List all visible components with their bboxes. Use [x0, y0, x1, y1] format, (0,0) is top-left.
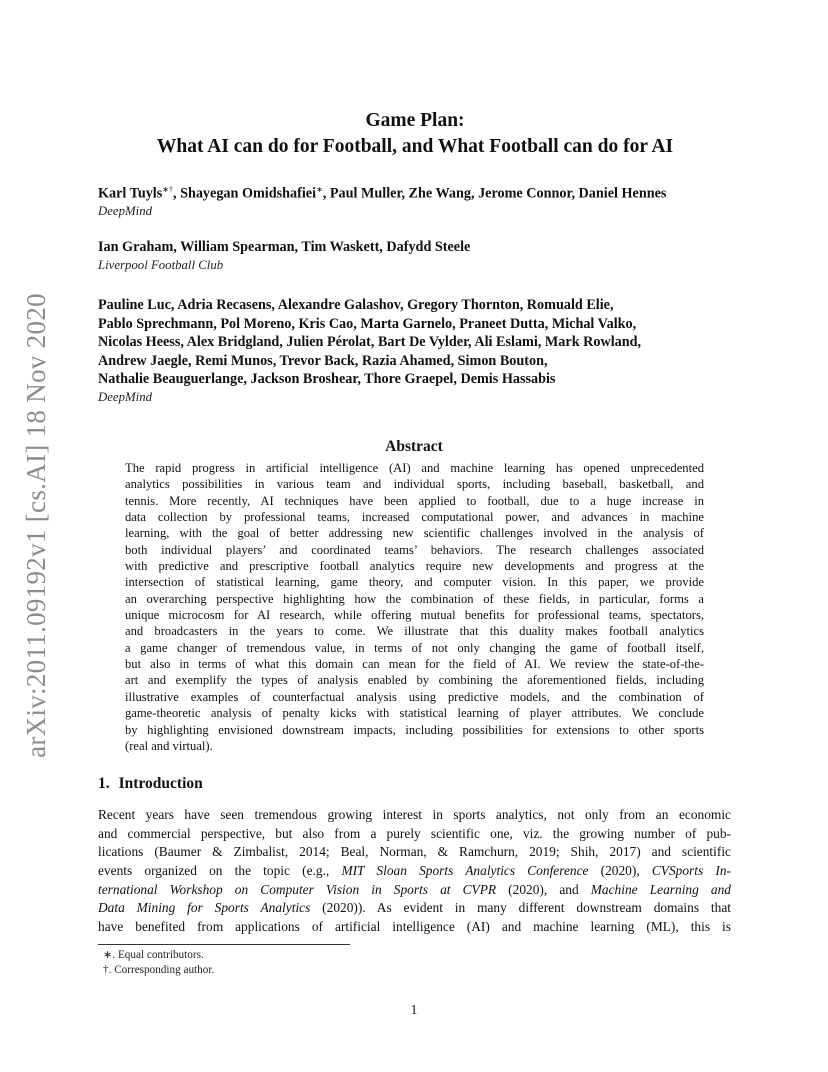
- abstract-line: data collection by professional teams, increased computational power, and advances in machine: [125, 510, 704, 525]
- abstract-line: intersection of statistical learning, game theory, and computer vision. In this paper, we provide: [125, 575, 704, 590]
- abstract-line: unique microcosm for AI research, while offering mutual benefits for professional teams, spectators,: [125, 608, 704, 623]
- abstract-line: game-theoretic analysis of penalty kicks with statistical learning of player attributes. We conclude: [125, 706, 704, 721]
- author-names-line: Andrew Jaegle, Remi Munos, Trevor Back, Razia Ahamed, Simon Bouton,: [98, 352, 548, 369]
- abstract-line: a game changer of tremendous value, in terms of not only changing the game of football itself,: [125, 640, 704, 655]
- footnotes: [103, 948, 214, 978]
- author-name: Karl Tuyls: [98, 185, 163, 202]
- intro-line: lications (Baumer & Zimbalist, 2014; Beal, Norman, & Ramchurn, 2019; Shih, 2017) and scientific: [98, 844, 731, 860]
- affiliation: DeepMind: [98, 204, 153, 219]
- author-name: , Shayegan Omidshafiei: [172, 185, 317, 202]
- affiliation: Liverpool Football Club: [98, 257, 224, 272]
- footnote: †. Corresponding author.: [103, 964, 215, 976]
- abstract-line: analytics possibilities in various team and individual sports, including baseball, basketball, and: [125, 477, 704, 492]
- intro-line: [98, 899, 731, 918]
- author-group-1: [98, 181, 768, 220]
- section-number: 1.: [98, 775, 110, 792]
- intro-line: [98, 881, 731, 900]
- section-heading: [98, 775, 203, 793]
- author-names: Ian Graham, William Spearman, Tim Waskett, Dafydd Steele: [98, 239, 471, 255]
- intro-line: [98, 862, 731, 881]
- intro-text: (2020)). As evident in many different downstream domains that: [310, 900, 731, 916]
- abstract-line: art and exemplify the types of analysis enabled by combining the aforementioned fields, including: [125, 673, 704, 688]
- intro-italic: MIT Sloan Sports Analytics Conference: [341, 862, 589, 878]
- author-names-rest: , Paul Muller, Zhe Wang, Jerome Connor, Daniel Hennes: [322, 185, 667, 202]
- abstract-line: learning, with the goal of better addressing new scientific challenges involved in the analysis of: [125, 526, 704, 541]
- intro-italic: Machine Learning and: [590, 881, 731, 897]
- footnote-rule: [98, 944, 350, 945]
- abstract-line: (real and virtual).: [125, 738, 213, 753]
- title-line-2: What AI can do for Football, and What Football can do for AI: [156, 136, 674, 157]
- intro-paragraph: [98, 806, 731, 936]
- abstract-heading: Abstract: [385, 438, 443, 455]
- intro-line: and commercial perspective, but also from a purely scientific one, viz. the growing number of pub-: [98, 825, 731, 841]
- intro-line: have benefited from applications of artificial intelligence (AI) and machine learning (ML), this is: [98, 918, 731, 934]
- intro-text: events organized on the topic (e.g.,: [98, 862, 342, 878]
- author-names: [98, 181, 768, 203]
- section-title: Introduction: [118, 775, 203, 792]
- intro-italic: Data Mining for Sports Analytics: [98, 900, 311, 916]
- abstract-line: with predictive and prescriptive football analytics require new developments and progress at the: [125, 559, 704, 574]
- abstract-line: and broadcasters in the years to come. We illustrate that this duality makes football analytics: [125, 624, 704, 639]
- author-marker: ∗†: [162, 185, 173, 194]
- abstract-line: illustrative examples of counterfactual analysis using predictive models, and the combination of: [125, 689, 704, 704]
- footnote: ∗. Equal contributors.: [103, 949, 204, 961]
- intro-line: Recent years have seen tremendous growing interest in sports analytics, not only from an economic: [98, 807, 731, 822]
- author-marker: ∗: [316, 185, 323, 194]
- arxiv-stamp: [6, 290, 66, 760]
- abstract-line: by highlighting envisioned downstream impacts, including possibilities for extensions to other sports: [125, 722, 704, 737]
- intro-text: (2020),: [588, 862, 652, 878]
- affiliation: DeepMind: [98, 389, 153, 404]
- arxiv-stamp-text: arXiv:2011.09192v1 [cs.AI] 18 Nov 2020: [20, 292, 51, 758]
- page-number: 1: [410, 1002, 418, 1017]
- abstract-body: [125, 460, 704, 754]
- abstract-line: The rapid progress in artificial intelligence (AI) and machine learning has opened unprecedented: [125, 461, 704, 475]
- author-names-line: Nathalie Beauguerlange, Jackson Broshear, Thore Graepel, Demis Hassabis: [98, 371, 556, 388]
- intro-italic: ternational Workshop on Computer Vision in Sports at CVPR: [98, 881, 497, 897]
- abstract-line: both individual players’ and coordinated teams’ behaviors. The research challenges associated: [125, 542, 704, 557]
- abstract-line: tennis. More recently, AI techniques have been applied to football, due to a huge increase in: [125, 493, 704, 508]
- author-names-line: Pauline Luc, Adria Recasens, Alexandre Galashov, Gregory Thornton, Romuald Elie,: [98, 297, 614, 313]
- abstract-line: an overarching perspective highlighting how the combination of these fields, in particular, forms a: [125, 591, 704, 606]
- author-names-line: Nicolas Heess, Alex Bridgland, Julien Pérolat, Bart De Vylder, Ali Eslami, Mark Rowland,: [98, 334, 642, 351]
- paper-title: [96, 108, 734, 160]
- author-group-2: [98, 238, 768, 274]
- author-group-3: [98, 296, 768, 406]
- intro-italic: CVSports In-: [651, 862, 731, 878]
- author-names-line: Pablo Sprechmann, Pol Moreno, Kris Cao, Marta Garnelo, Praneet Dutta, Michal Valko,: [98, 315, 637, 332]
- abstract-line: but also in terms of what this domain can mean for the field of AI. We review the state-of-the-: [125, 657, 704, 672]
- title-line-1: Game Plan:: [365, 110, 465, 131]
- intro-text: (2020), and: [496, 881, 591, 897]
